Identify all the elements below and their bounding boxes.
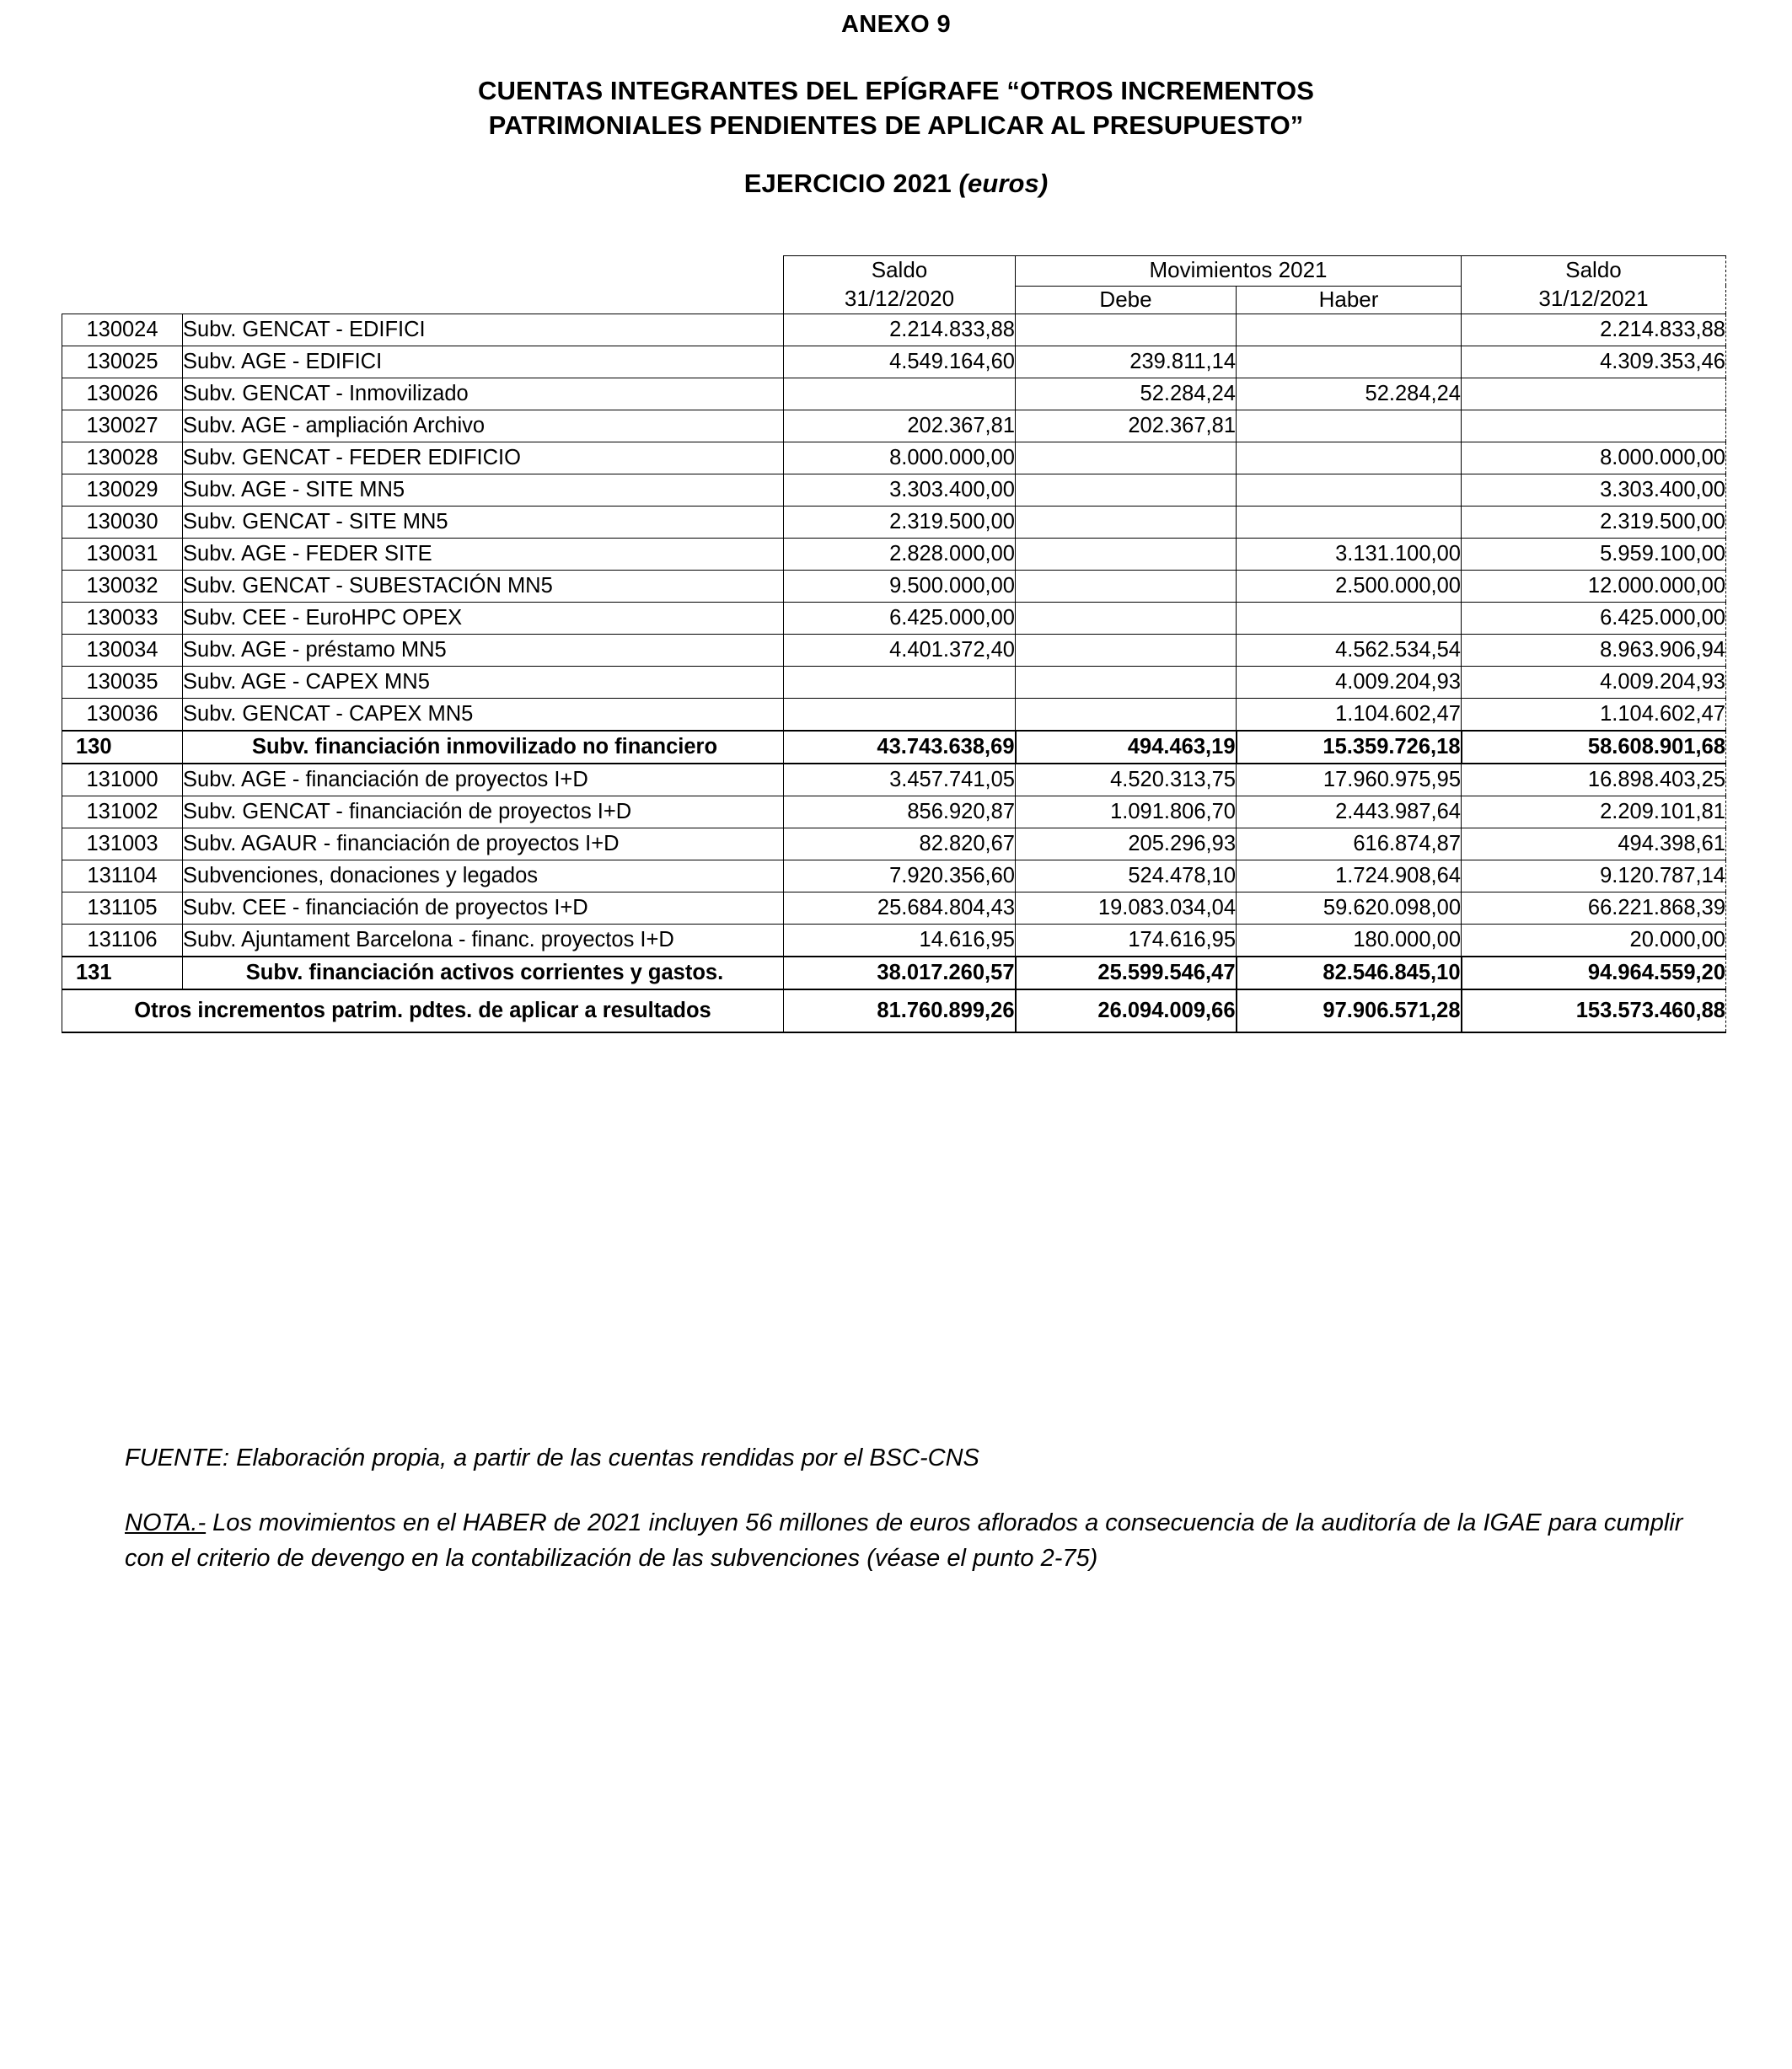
row-saldo2020: 9.500.000,00 [784, 570, 1016, 602]
row-haber: 1.104.602,47 [1237, 698, 1462, 731]
table-row [62, 828, 1726, 860]
header-movimientos: Movimientos 2021 [1016, 256, 1462, 287]
row-desc: Subv. GENCAT - SITE MN5 [183, 506, 784, 538]
row-desc: Subv. GENCAT - Inmovilizado [183, 378, 784, 410]
row-desc: Subv. AGAUR - financiación de proyectos I+D [183, 828, 784, 860]
row-code: 131000 [62, 764, 183, 796]
row-haber: 2.500.000,00 [1237, 570, 1462, 602]
row-saldo2020: 6.425.000,00 [784, 602, 1016, 634]
table-row [62, 602, 1726, 634]
exercise-label: EJERCICIO 2021 [743, 168, 952, 198]
table-row [62, 764, 1726, 796]
row-saldo2020: 2.214.833,88 [784, 314, 1016, 346]
row-haber [1237, 314, 1462, 346]
row-code: 130025 [62, 346, 183, 378]
page-title-line-1: CUENTAS INTEGRANTES DEL EPÍGRAFE “OTROS INCREMENTOS [477, 75, 1314, 105]
grand-total-debe: 26.094.009,66 [1016, 989, 1237, 1032]
row-debe: 202.367,81 [1016, 410, 1237, 442]
table-body [62, 314, 1726, 1032]
row-debe: 52.284,24 [1016, 378, 1237, 410]
row-saldo2021: 9.120.787,14 [1462, 860, 1726, 892]
header-saldo-final-line2: 31/12/2021 [1538, 285, 1649, 311]
table-row [62, 860, 1726, 892]
row-code: 131003 [62, 828, 183, 860]
subtotal-row-130 [62, 731, 1726, 764]
row-haber: 52.284,24 [1237, 378, 1462, 410]
row-saldo2021: 2.209.101,81 [1462, 796, 1726, 828]
row-code: 131106 [62, 924, 183, 957]
row-haber [1237, 410, 1462, 442]
row-haber: 616.874,87 [1237, 828, 1462, 860]
subtotal-131-haber: 82.546.845,10 [1237, 957, 1462, 989]
row-debe [1016, 442, 1237, 474]
source-note: FUENTE: Elaboración propia, a partir de las cuentas rendidas por el BSC-CNS [125, 1445, 979, 1471]
row-haber: 4.009.204,93 [1237, 666, 1462, 698]
row-desc: Subv. CEE - EuroHPC OPEX [183, 602, 784, 634]
row-code: 130026 [62, 378, 183, 410]
row-saldo2020: 82.820,67 [784, 828, 1016, 860]
row-saldo2020: 25.684.804,43 [784, 892, 1016, 924]
row-haber [1237, 506, 1462, 538]
row-saldo2021 [1462, 378, 1726, 410]
row-debe [1016, 698, 1237, 731]
table-row [62, 346, 1726, 378]
row-code: 131002 [62, 796, 183, 828]
row-desc: Subvenciones, donaciones y legados [183, 860, 784, 892]
subtotal-131-saldo2020: 38.017.260,57 [784, 957, 1016, 989]
row-haber: 59.620.098,00 [1237, 892, 1462, 924]
grand-total-row [62, 989, 1726, 1032]
row-code: 131104 [62, 860, 183, 892]
row-haber [1237, 602, 1462, 634]
grand-total-label: Otros incrementos patrim. pdtes. de aplicar a resultados [62, 989, 784, 1032]
row-desc: Subv. Ajuntament Barcelona - financ. proyectos I+D [183, 924, 784, 957]
row-haber: 180.000,00 [1237, 924, 1462, 957]
row-code: 130032 [62, 570, 183, 602]
subtotal-130-desc: Subv. financiación inmovilizado no financiero [183, 731, 784, 764]
row-desc: Subv. GENCAT - EDIFICI [183, 314, 784, 346]
footer-notes [125, 1443, 1693, 1576]
row-desc: Subv. AGE - SITE MN5 [183, 474, 784, 506]
row-code: 130027 [62, 410, 183, 442]
subtotal-131-desc: Subv. financiación activos corrientes y gastos. [183, 957, 784, 989]
subtotal-131-code: 131 [62, 957, 183, 989]
row-saldo2021: 66.221.868,39 [1462, 892, 1726, 924]
row-debe: 4.520.313,75 [1016, 764, 1237, 796]
grand-total-saldo2020: 81.760.899,26 [784, 989, 1016, 1032]
row-code: 130028 [62, 442, 183, 474]
header-saldo-final-line1: Saldo [1565, 257, 1622, 282]
explanatory-note [125, 1505, 1693, 1576]
row-debe: 524.478,10 [1016, 860, 1237, 892]
row-code: 130033 [62, 602, 183, 634]
grand-total-haber: 97.906.571,28 [1237, 989, 1462, 1032]
table-row [62, 314, 1726, 346]
row-code: 130030 [62, 506, 183, 538]
row-haber: 1.724.908,64 [1237, 860, 1462, 892]
note-tag: NOTA.- [125, 1509, 207, 1536]
subtotal-130-haber: 15.359.726,18 [1237, 731, 1462, 764]
row-saldo2021: 1.104.602,47 [1462, 698, 1726, 731]
table-row [62, 796, 1726, 828]
row-desc: Subv. AGE - FEDER SITE [183, 538, 784, 570]
page-title-line-2: PATRIMONIALES PENDIENTES DE APLICAR AL PRESUPUESTO” [488, 110, 1304, 140]
row-saldo2020: 4.401.372,40 [784, 634, 1016, 666]
row-saldo2020: 3.303.400,00 [784, 474, 1016, 506]
row-haber [1237, 442, 1462, 474]
table-row [62, 698, 1726, 731]
row-saldo2021: 4.009.204,93 [1462, 666, 1726, 698]
row-saldo2021: 8.963.906,94 [1462, 634, 1726, 666]
row-desc: Subv. CEE - financiación de proyectos I+D [183, 892, 784, 924]
row-desc: Subv. GENCAT - CAPEX MN5 [183, 698, 784, 731]
header-saldo-inicial [784, 256, 1016, 314]
header-spacer-desc [183, 256, 784, 287]
row-haber: 2.443.987,64 [1237, 796, 1462, 828]
table-row [62, 442, 1726, 474]
subtotal-131-debe: 25.599.546,47 [1016, 957, 1237, 989]
row-code: 130024 [62, 314, 183, 346]
table-row [62, 506, 1726, 538]
row-saldo2021: 3.303.400,00 [1462, 474, 1726, 506]
subtotal-130-code: 130 [62, 731, 183, 764]
row-saldo2020: 4.549.164,60 [784, 346, 1016, 378]
row-saldo2020: 2.319.500,00 [784, 506, 1016, 538]
row-haber: 4.562.534,54 [1237, 634, 1462, 666]
row-debe [1016, 634, 1237, 666]
row-haber [1237, 474, 1462, 506]
row-desc: Subv. AGE - CAPEX MN5 [183, 666, 784, 698]
table-row [62, 924, 1726, 957]
table-row [62, 410, 1726, 442]
header-saldo-inicial-line1: Saldo [871, 257, 928, 282]
table-row [62, 378, 1726, 410]
row-saldo2021 [1462, 410, 1726, 442]
header-debe: Debe [1016, 286, 1237, 314]
row-desc: Subv. GENCAT - financiación de proyectos I+D [183, 796, 784, 828]
row-saldo2021: 5.959.100,00 [1462, 538, 1726, 570]
row-code: 130034 [62, 634, 183, 666]
row-debe [1016, 506, 1237, 538]
table-head [62, 256, 1726, 314]
row-saldo2021: 12.000.000,00 [1462, 570, 1726, 602]
row-haber: 17.960.975,95 [1237, 764, 1462, 796]
row-debe: 19.083.034,04 [1016, 892, 1237, 924]
table-row [62, 538, 1726, 570]
row-debe [1016, 666, 1237, 698]
subtotal-130-saldo2020: 43.743.638,69 [784, 731, 1016, 764]
row-debe: 205.296,93 [1016, 828, 1237, 860]
row-debe [1016, 314, 1237, 346]
row-saldo2021: 2.319.500,00 [1462, 506, 1726, 538]
table-row [62, 474, 1726, 506]
header-saldo-final [1462, 256, 1726, 314]
row-saldo2020 [784, 698, 1016, 731]
row-desc: Subv. GENCAT - FEDER EDIFICIO [183, 442, 784, 474]
subtotal-row-131 [62, 957, 1726, 989]
row-desc: Subv. AGE - ampliación Archivo [183, 410, 784, 442]
header-spacer-desc-2 [183, 286, 784, 314]
table-row [62, 570, 1726, 602]
row-desc: Subv. AGE - EDIFICI [183, 346, 784, 378]
row-saldo2021: 6.425.000,00 [1462, 602, 1726, 634]
page-title [0, 74, 1792, 143]
table-row [62, 666, 1726, 698]
row-debe: 1.091.806,70 [1016, 796, 1237, 828]
header-saldo-inicial-line2: 31/12/2020 [844, 285, 955, 311]
row-saldo2020: 856.920,87 [784, 796, 1016, 828]
document-header [0, 0, 1792, 199]
row-saldo2020 [784, 666, 1016, 698]
row-debe: 174.616,95 [1016, 924, 1237, 957]
row-saldo2020: 8.000.000,00 [784, 442, 1016, 474]
row-haber: 3.131.100,00 [1237, 538, 1462, 570]
row-saldo2021: 16.898.403,25 [1462, 764, 1726, 796]
row-saldo2021: 20.000,00 [1462, 924, 1726, 957]
row-debe [1016, 602, 1237, 634]
subtotal-131-saldo2021: 94.964.559,20 [1462, 957, 1726, 989]
row-saldo2021: 4.309.353,46 [1462, 346, 1726, 378]
note-body: Los movimientos en el HABER de 2021 incluyen 56 millones de euros aflorados a consecuencia de la auditoría de la IGAE para cumplir con el criterio de devengo en la contabilización de las subvenciones (véase el punto 2-75) [125, 1509, 1683, 1572]
row-haber [1237, 346, 1462, 378]
row-desc: Subv. AGE - préstamo MN5 [183, 634, 784, 666]
row-saldo2020: 14.616,95 [784, 924, 1016, 957]
header-spacer-code [62, 256, 183, 287]
accounts-table-container [62, 255, 1725, 1033]
row-saldo2020: 2.828.000,00 [784, 538, 1016, 570]
header-haber: Haber [1237, 286, 1462, 314]
table-row [62, 892, 1726, 924]
row-code: 130035 [62, 666, 183, 698]
exercise-subtitle [0, 169, 1792, 199]
row-code: 131105 [62, 892, 183, 924]
subtotal-130-debe: 494.463,19 [1016, 731, 1237, 764]
row-desc: Subv. GENCAT - SUBESTACIÓN MN5 [183, 570, 784, 602]
row-saldo2021: 494.398,61 [1462, 828, 1726, 860]
header-spacer-code-2 [62, 286, 183, 314]
row-code: 130029 [62, 474, 183, 506]
accounts-table [62, 255, 1726, 1033]
row-debe [1016, 538, 1237, 570]
row-saldo2020: 202.367,81 [784, 410, 1016, 442]
row-saldo2020: 3.457.741,05 [784, 764, 1016, 796]
row-code: 130031 [62, 538, 183, 570]
annex-label: ANEXO 9 [840, 11, 952, 38]
row-code: 130036 [62, 698, 183, 731]
row-debe [1016, 474, 1237, 506]
row-desc: Subv. AGE - financiación de proyectos I+D [183, 764, 784, 796]
row-saldo2021: 8.000.000,00 [1462, 442, 1726, 474]
row-saldo2021: 2.214.833,88 [1462, 314, 1726, 346]
row-saldo2020: 7.920.356,60 [784, 860, 1016, 892]
row-debe [1016, 570, 1237, 602]
row-debe: 239.811,14 [1016, 346, 1237, 378]
table-row [62, 634, 1726, 666]
units-label: (euros) [958, 168, 1049, 198]
header-row-top [62, 256, 1726, 287]
subtotal-130-saldo2021: 58.608.901,68 [1462, 731, 1726, 764]
row-saldo2020 [784, 378, 1016, 410]
grand-total-saldo2021: 153.573.460,88 [1462, 989, 1726, 1032]
